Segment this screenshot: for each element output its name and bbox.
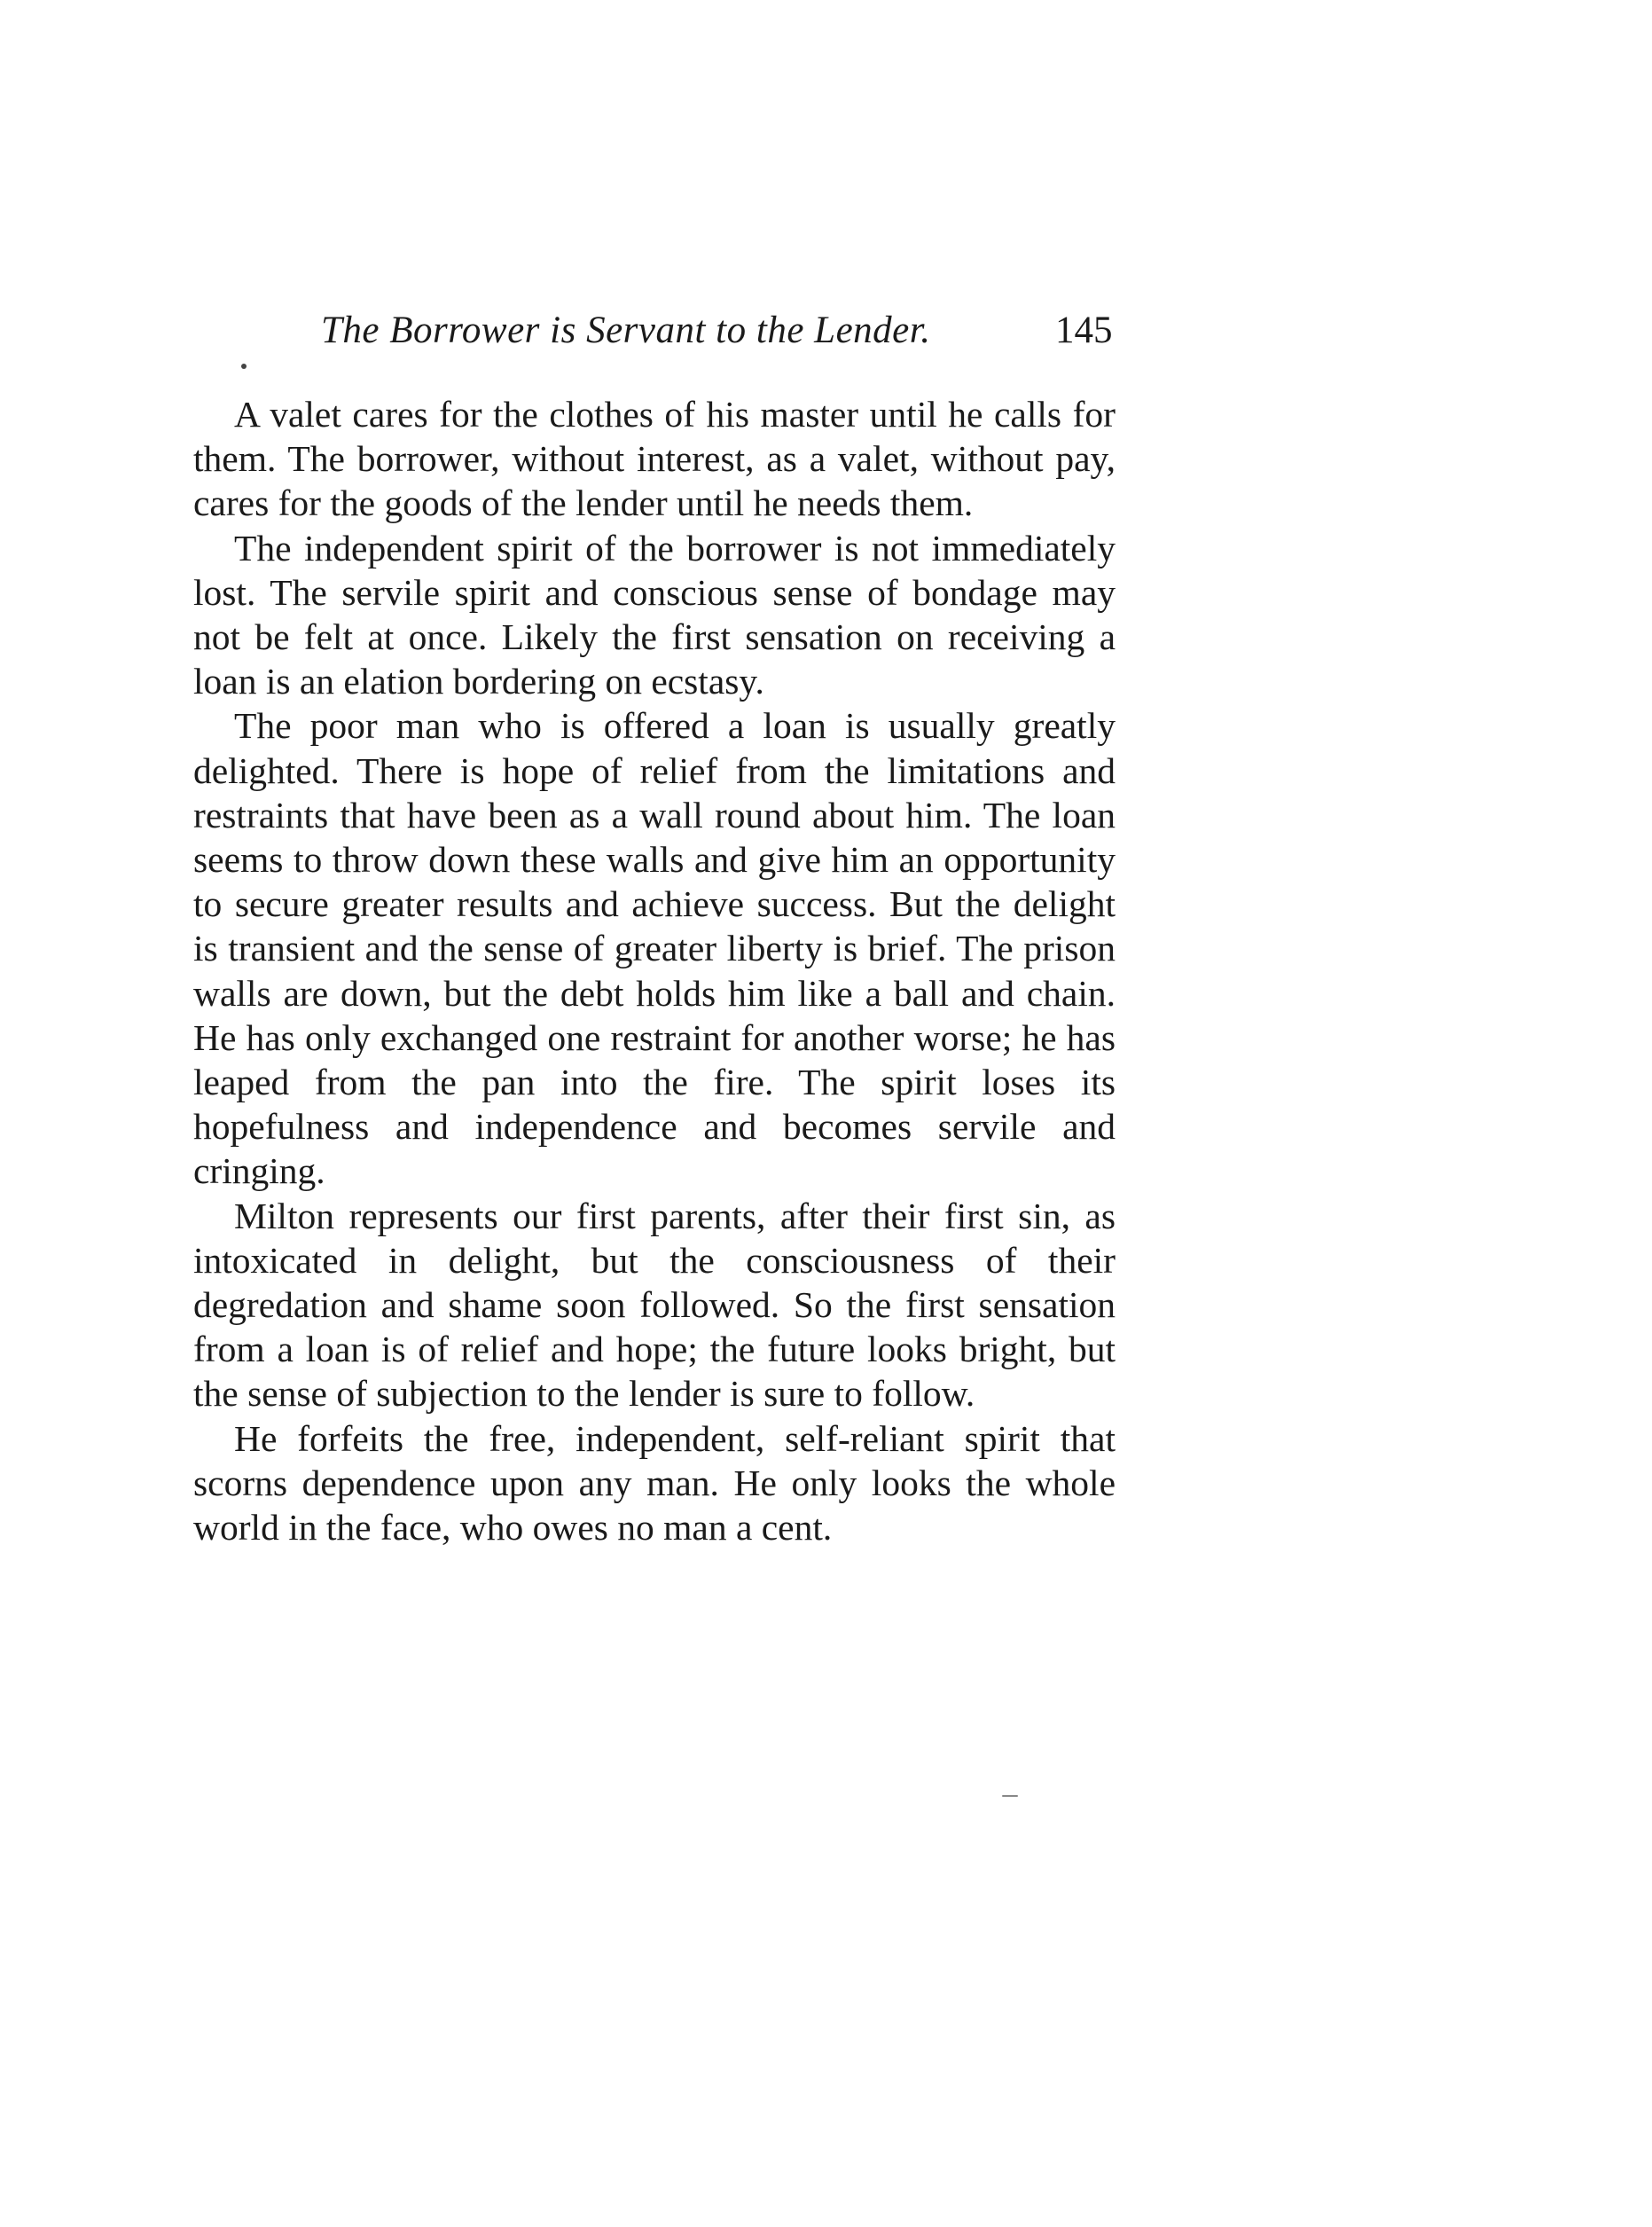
paragraph-4: Milton represents our first parents, after their first sin, as intoxicated in delight, but the consciousness of their degredation and shame soon followed. So the first sensation from a loan is of relief and hope; the future looks bright, but the sense of subjection to the lender is sure to follow. xyxy=(193,1195,1116,1415)
page-number: 145 xyxy=(1055,310,1113,351)
running-title: The Borrower is Servant to the Lender. xyxy=(321,310,931,351)
body-text xyxy=(193,392,1116,1549)
ink-speck xyxy=(241,364,247,369)
paragraph-2: The independent spirit of the borrower is not immediately lost. The servile spirit and conscious sense of bondage may not be felt at once. Likely the first sensation on receiving a loan is an elation bordering on ecstasy. xyxy=(193,527,1116,702)
ink-mark xyxy=(1002,1795,1018,1797)
paragraph-5: He forfeits the free, independent, self-reliant spirit that scorns dependence upon any man. He only looks the whole world in the face, who owes no man a cent. xyxy=(193,1417,1116,1549)
running-head xyxy=(321,309,1119,362)
paragraph-3: The poor man who is offered a loan is usually greatly delighted. There is hope of relief from the limitations and restraints that have been as a wall round about him. The loan seems to throw down these walls and give him an opportunity to secure greater results and achieve success. But the delight is transient and the sense of greater liberty is brief. The prison walls are down, but the debt holds him like a ball and chain. He has only exchanged one restraint for another worse; he has leaped from the pan into the fire. The spirit loses its hopefulness and independence and becomes servile and cringing. xyxy=(193,705,1116,1192)
paragraph-1: A valet cares for the clothes of his master until he calls for them. The borrower, without interest, as a valet, without pay, cares for the goods of the lender until he needs them. xyxy=(193,394,1116,524)
